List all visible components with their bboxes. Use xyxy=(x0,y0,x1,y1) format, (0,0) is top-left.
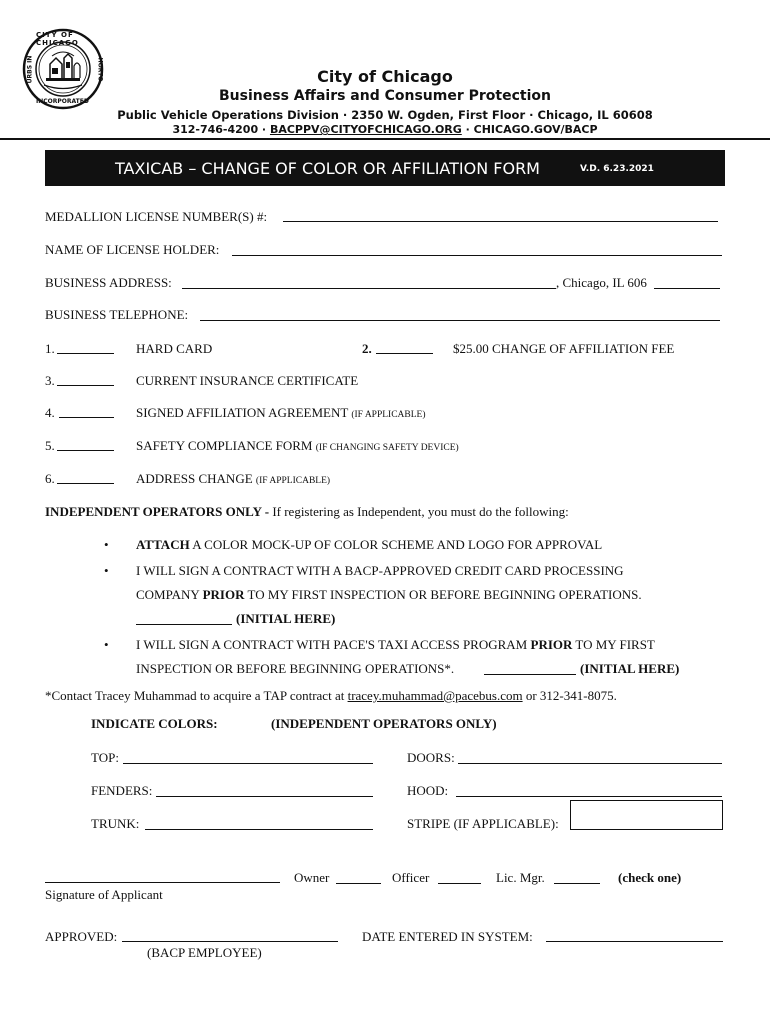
stripe-field[interactable] xyxy=(570,800,723,830)
telephone-label: BUSINESS TELEPHONE: xyxy=(45,307,189,322)
hood-field[interactable] xyxy=(456,796,722,797)
date-entered-field[interactable] xyxy=(546,941,723,942)
address-field[interactable] xyxy=(182,288,556,289)
check-one-label: (check one) xyxy=(618,870,682,885)
check-num-4: 4. xyxy=(45,405,55,420)
signature-label: Signature of Applicant xyxy=(45,887,163,902)
fenders-field[interactable] xyxy=(156,796,373,797)
bullet-2-line1: I WILL SIGN A CONTRACT WITH A BACP-APPROVED CREDIT CARD PROCESSING xyxy=(136,563,624,578)
check-field-3[interactable] xyxy=(57,385,114,386)
header-city: City of Chicago xyxy=(317,67,453,86)
bullet-2: • xyxy=(104,563,109,578)
bullet-3-line1: I WILL SIGN A CONTRACT WITH PACE'S TAXI ACCESS PROGRAM PRIOR TO MY FIRST xyxy=(136,637,655,652)
check-label-2: $25.00 CHANGE OF AFFILIATION FEE xyxy=(453,341,675,356)
title-banner xyxy=(45,150,725,186)
address-city: , Chicago, IL 606 xyxy=(556,275,647,290)
initial-field-1[interactable] xyxy=(136,624,232,625)
address-label: BUSINESS ADDRESS: xyxy=(45,275,172,290)
check-field-1[interactable] xyxy=(57,353,114,354)
header-email-link[interactable]: BACPPV@CITYOFCHICAGO.ORG xyxy=(269,123,462,136)
check-num-1: 1. xyxy=(45,341,55,356)
initial-field-2[interactable] xyxy=(484,674,576,675)
telephone-field[interactable] xyxy=(200,320,720,321)
bullet-1: • xyxy=(104,537,109,552)
bacp-employee-label: (BACP EMPLOYEE) xyxy=(147,945,262,960)
form-title: TAXICAB – CHANGE OF COLOR OR AFFILIATION FORM xyxy=(115,159,540,178)
doors-field[interactable] xyxy=(458,763,722,764)
header-dept: Business Affairs and Consumer Protection xyxy=(219,88,551,104)
hood-label: HOOD: xyxy=(407,783,449,798)
form-version: V.D. 6.23.2021 xyxy=(580,164,654,174)
seal-text-right: HORTO xyxy=(96,57,104,82)
initial-label-2: (INITIAL HERE) xyxy=(580,661,680,676)
approved-field[interactable] xyxy=(122,941,338,942)
holder-field[interactable] xyxy=(232,255,722,256)
trunk-field[interactable] xyxy=(145,829,373,830)
bullet-3: • xyxy=(104,637,109,652)
check-label-3: CURRENT INSURANCE CERTIFICATE xyxy=(136,373,359,388)
initial-label-1: (INITIAL HERE) xyxy=(236,611,336,626)
date-entered-label: DATE ENTERED IN SYSTEM: xyxy=(362,929,533,944)
top-label: TOP: xyxy=(91,750,119,765)
top-field[interactable] xyxy=(123,763,373,764)
check-num-3: 3. xyxy=(45,373,55,388)
check-field-5[interactable] xyxy=(57,450,114,451)
seal-text-top: CITY OF CHICAGO xyxy=(36,31,79,47)
seal-text-left: URBS IN xyxy=(26,55,34,84)
bullet-3-line2: INSPECTION OR BEFORE BEGINNING OPERATIONS*. xyxy=(136,661,455,676)
trunk-label: TRUNK: xyxy=(91,816,140,831)
tap-email-link[interactable]: tracey.muhammad@pacebus.com xyxy=(347,688,523,703)
independent-heading: INDEPENDENT OPERATORS ONLY - If registering as Independent, you must do the following: xyxy=(45,504,569,519)
holder-label: NAME OF LICENSE HOLDER: xyxy=(45,242,220,257)
header-site: · CHICAGO.GOV/BACP xyxy=(461,123,598,136)
fenders-label: FENDERS: xyxy=(91,783,153,798)
licmgr-check[interactable] xyxy=(554,883,600,884)
check-field-4[interactable] xyxy=(59,417,114,418)
check-label-1: HARD CARD xyxy=(136,341,213,356)
owner-check[interactable] xyxy=(336,883,381,884)
bullet-1-text: ATTACH A COLOR MOCK-UP OF COLOR SCHEME AND LOGO FOR APPROVAL xyxy=(136,537,603,552)
officer-check[interactable] xyxy=(438,883,481,884)
doors-label: DOORS: xyxy=(407,750,455,765)
seal-text-bottom: INCORPORATED xyxy=(36,98,89,105)
header-phone: 312-746-4200 · xyxy=(172,123,270,136)
check-label-4: SIGNED AFFILIATION AGREEMENT (IF APPLICABLE) xyxy=(136,405,426,420)
tap-contact: *Contact Tracey Muhammad to acquire a TAP contract at tracey.muhammad@pacebus.com or 312-341-8075. xyxy=(45,688,617,703)
owner-label: Owner xyxy=(294,870,330,885)
colors-subheading: (INDEPENDENT OPERATORS ONLY) xyxy=(271,716,497,731)
check-num-2: 2. xyxy=(362,341,372,356)
check-field-6[interactable] xyxy=(57,483,114,484)
check-num-5: 5. xyxy=(45,438,55,453)
check-field-2[interactable] xyxy=(376,353,433,354)
check-label-5: SAFETY COMPLIANCE FORM (IF CHANGING SAFETY DEVICE) xyxy=(136,438,459,453)
header-division: Public Vehicle Operations Division · 2350 W. Ogden, First Floor · Chicago, IL 60608 xyxy=(117,108,653,122)
signature-field[interactable] xyxy=(45,882,280,883)
medallion-field[interactable] xyxy=(283,221,718,222)
approved-label: APPROVED: xyxy=(45,929,118,944)
check-label-6: ADDRESS CHANGE (IF APPLICABLE) xyxy=(136,471,331,486)
licmgr-label: Lic. Mgr. xyxy=(496,870,545,885)
check-num-6: 6. xyxy=(45,471,55,486)
medallion-label: MEDALLION LICENSE NUMBER(S) #: xyxy=(45,209,268,224)
stripe-label: STRIPE (IF APPLICABLE): xyxy=(407,816,559,831)
bullet-2-line2: COMPANY PRIOR TO MY FIRST INSPECTION OR BEFORE BEGINNING OPERATIONS. xyxy=(136,587,642,602)
officer-label: Officer xyxy=(392,870,430,885)
header-contact xyxy=(0,123,770,136)
zip-field[interactable] xyxy=(654,288,720,289)
colors-heading: INDICATE COLORS: xyxy=(91,716,218,731)
header-divider xyxy=(0,138,770,140)
